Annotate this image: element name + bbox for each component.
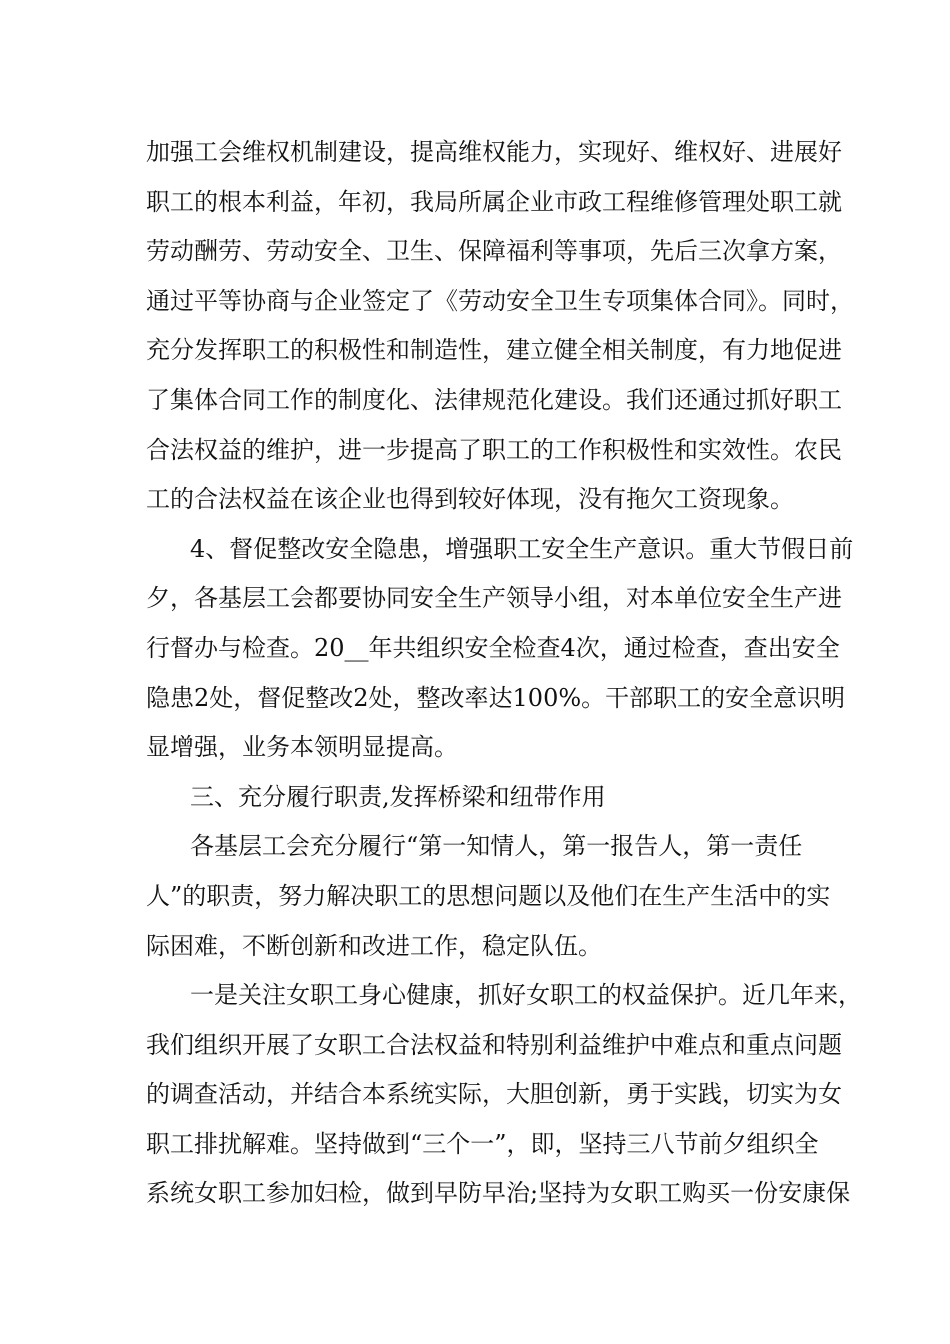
paragraph-start-line: 4、督促整改安全隐患，增强职工安全生产意识。重大节假日前 [190,534,854,563]
text-line: 系统女职工参加妇检，做到早防早治;坚持为女职工购买一份安康保 [146,1179,851,1208]
paragraph-start-line: 一是关注女职工身心健康，抓好女职工的权益保护。近几年来， [190,981,862,1010]
text-line: 工的合法权益在该企业也得到较好体现，没有拖欠工资现象。 [146,485,794,514]
text-line: 际困难，不断创新和改进工作，稳定队伍。 [146,931,602,960]
text-line: 劳动酬劳、劳动安全、卫生、保障福利等事项，先后三次拿方案， [146,237,842,266]
text-line: 职工排扰解难。坚持做到“三个一”，即，坚持三八节前夕组织全 [146,1129,819,1158]
text-line: 行督办与检查。20__年共组织安全检查4次，通过检查，查出安全 [146,633,840,662]
body-text [146,128,862,1219]
text-line: 人”的职责，努力解决职工的思想问题以及他们在生产生活中的实 [146,881,831,910]
text-line: 通过平等协商与企业签定了《劳动安全卫生专项集体合同》。同时， [146,286,854,315]
text-line: 加强工会维权机制建设，提高维权能力，实现好、维权好、进展好 [146,138,842,166]
text-line: 合法权益的维护，进一步提高了职工的工作积极性和实效性。农民 [146,435,842,464]
text-line: 我们组织开展了女职工合法权益和特别利益维护中难点和重点问题 [146,1030,842,1059]
text-line: 充分发挥职工的积极性和制造性，建立健全相关制度，有力地促进 [146,336,842,365]
text-line: 了集体合同工作的制度化、法律规范化建设。我们还通过抓好职工 [146,385,842,414]
text-line: 隐患2处，督促整改2处，整改率达100%。干部职工的安全意识明 [146,683,846,712]
section-heading: 三、充分履行职责,发挥桥梁和纽带作用 [190,782,606,811]
text-line: 职工的根本利益，年初，我局所属企业市政工程维修管理处职工就 [146,187,842,216]
text-line: 的调查活动，并结合本系统实际，大胆创新，勇于实践，切实为女 [146,1080,842,1109]
text-line: 显增强，业务本领明显提高。 [146,733,458,762]
paragraph-start-line: 各基层工会充分履行“第一知情人，第一报告人，第一责任 [190,832,803,861]
text-line: 夕，各基层工会都要协同安全生产领导小组，对本单位安全生产进 [146,584,842,613]
